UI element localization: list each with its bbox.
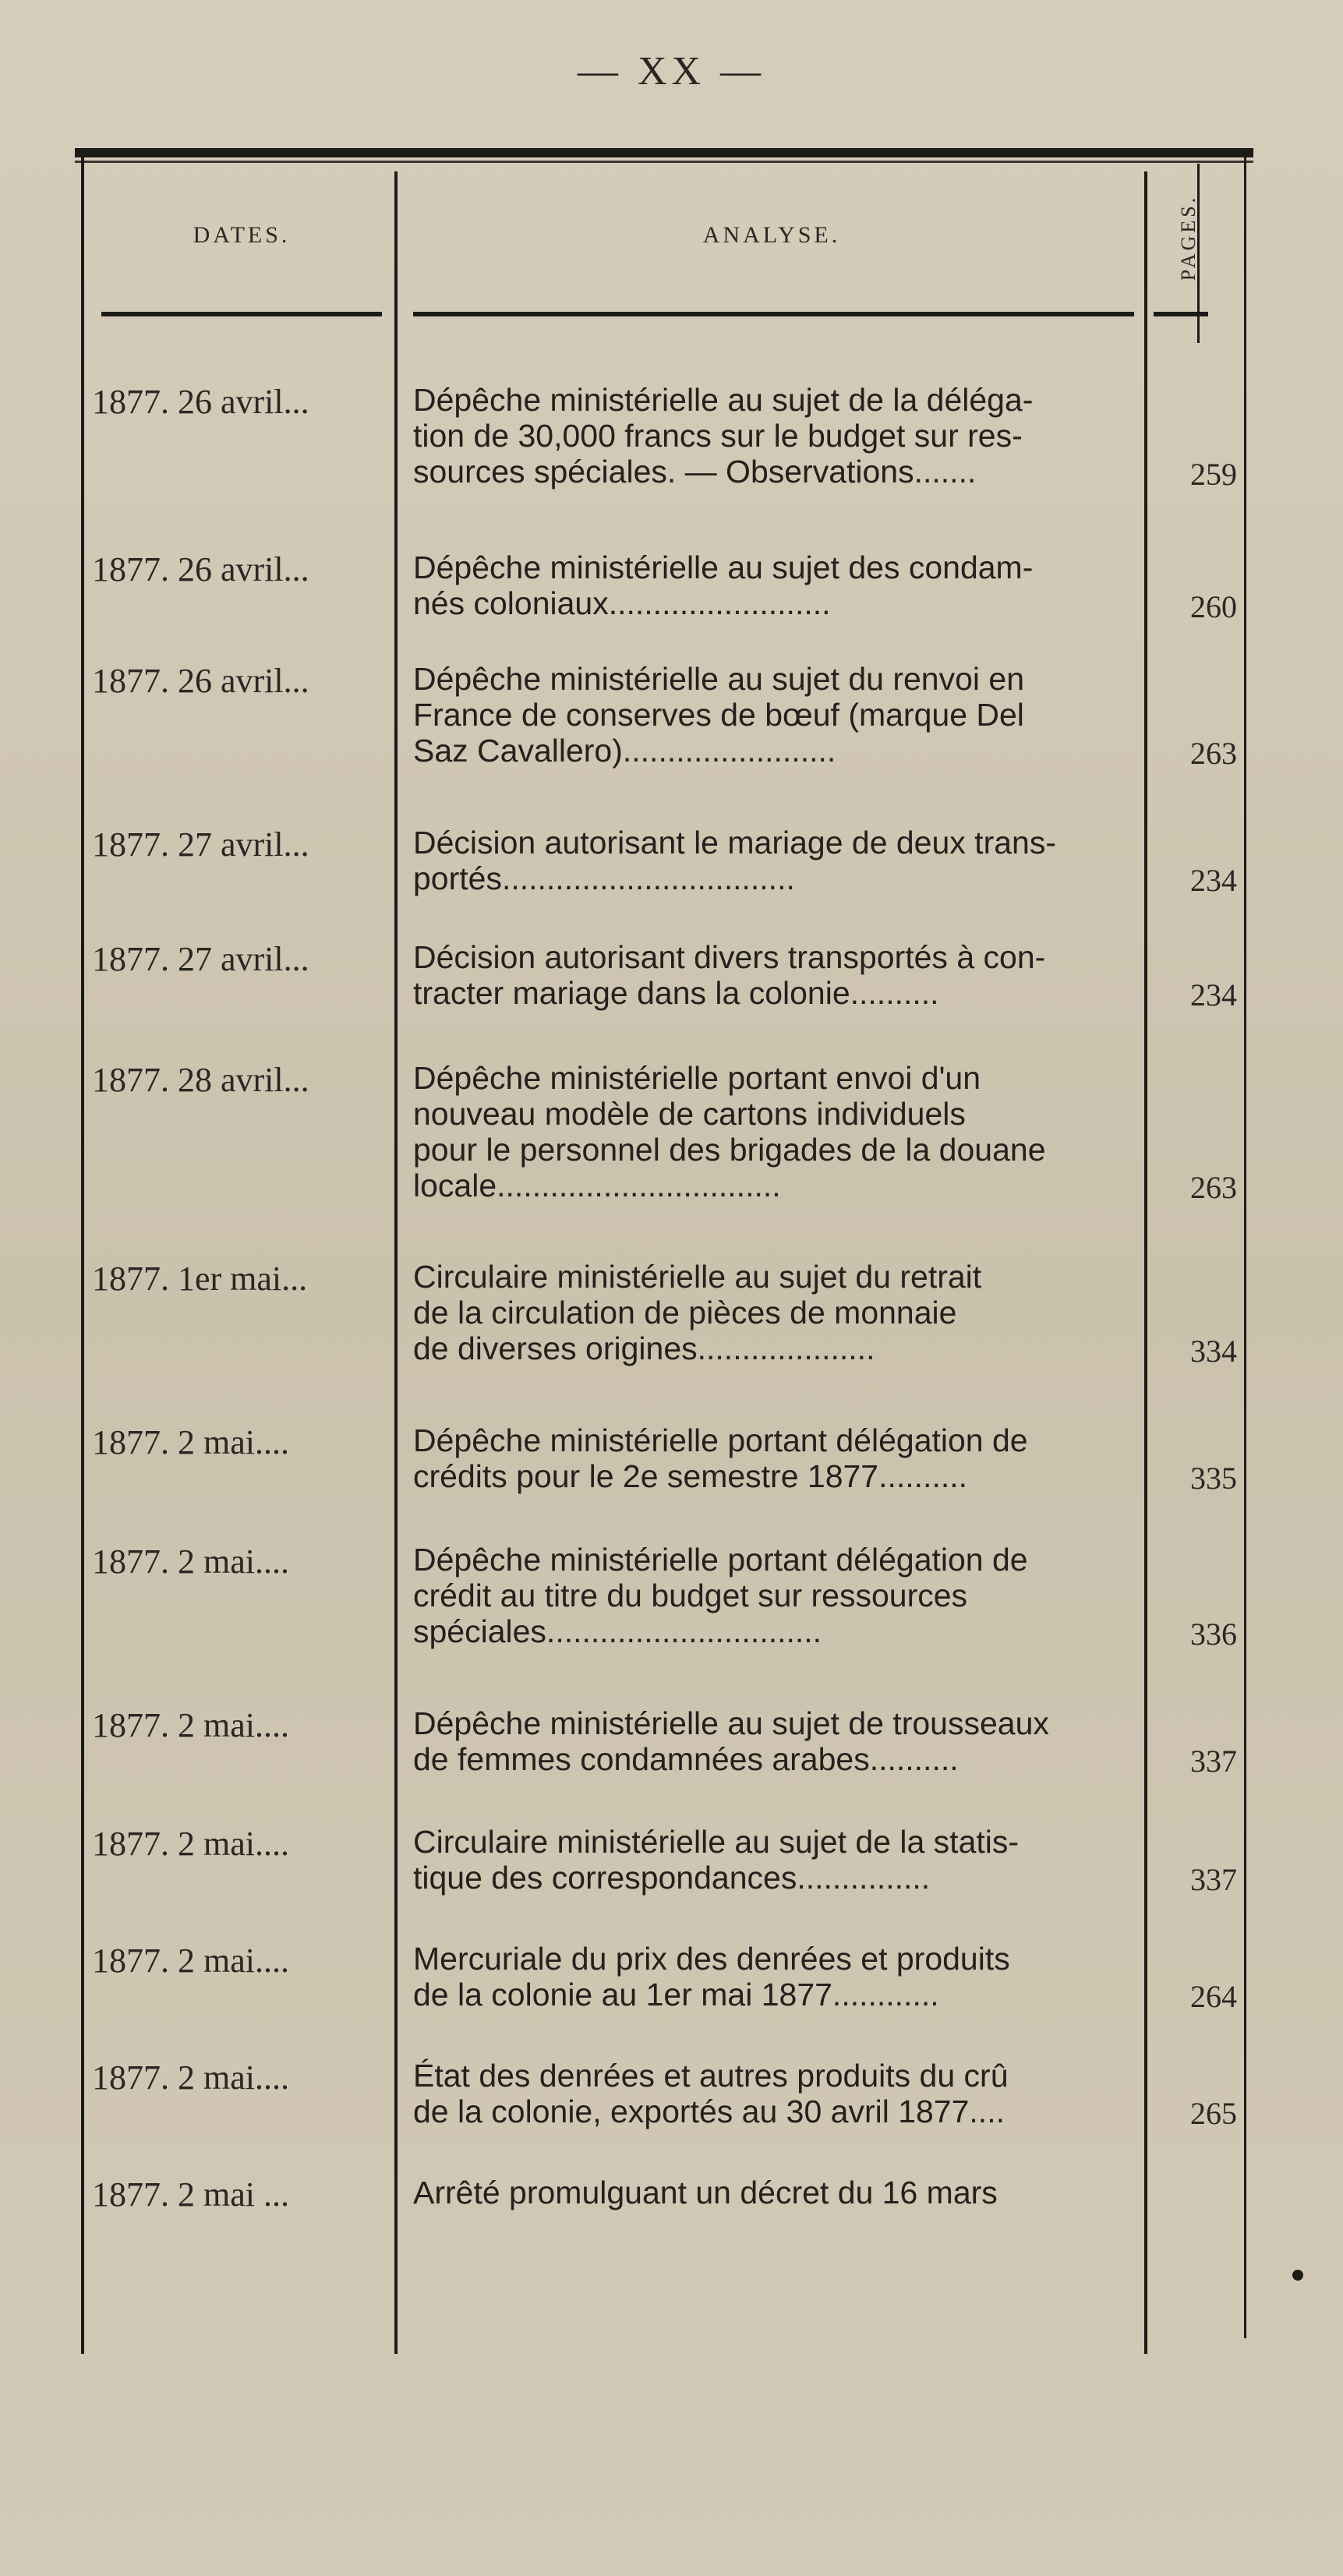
entry-page-number: 259 <box>1190 457 1237 492</box>
analysis-line: Mercuriale du prix des denrées et produits <box>413 1941 1010 1977</box>
analysis-line: de la colonie, exportés au 30 avril 1877.... <box>413 2094 1005 2129</box>
entry-page-number: 334 <box>1190 1334 1237 1369</box>
right-border <box>1244 156 1246 2338</box>
entry-date: 1877. 2 mai.... <box>92 2058 289 2097</box>
entry-date: 1877. 26 avril... <box>92 383 309 421</box>
analysis-line: nés coloniaux......................... <box>413 585 831 621</box>
entry-analysis <box>413 825 1142 896</box>
header-pages-label: PAGES. <box>1177 194 1200 281</box>
analysis-line: crédits pour le 2e semestre 1877.......... <box>413 1458 968 1494</box>
analysis-line: Décision autorisant le mariage de deux trans- <box>413 825 1056 860</box>
entry-date: 1877. 26 avril... <box>92 662 309 700</box>
entry-analysis <box>413 1941 1142 2012</box>
entry-page-number: 234 <box>1190 863 1237 898</box>
entry-page-number: 337 <box>1190 1744 1237 1779</box>
analysis-line: Dépêche ministérielle au sujet du renvoi en <box>413 661 1025 697</box>
entry-date: 1877. 2 mai.... <box>92 1706 289 1744</box>
entry-analysis <box>413 549 1142 621</box>
entry-date: 1877. 27 avril... <box>92 940 309 978</box>
entry-analysis <box>413 1060 1142 1203</box>
entry-date: 1877. 2 mai.... <box>92 1942 289 1980</box>
entry-analysis <box>413 939 1142 1011</box>
analysis-line: tion de 30,000 francs sur le budget sur res- <box>413 418 1023 454</box>
analysis-line: Circulaire ministérielle au sujet de la statis- <box>413 1824 1020 1860</box>
entry-page-number: 263 <box>1190 736 1237 771</box>
entry-analysis <box>413 1542 1142 1649</box>
analysis-line: crédit au titre du budget sur ressources <box>413 1578 968 1613</box>
entry-analysis <box>413 1824 1142 1896</box>
header-analyse: ANALYSE. <box>702 222 841 248</box>
analysis-line: Dépêche ministérielle au sujet de trousseaux <box>413 1705 1049 1741</box>
entry-date: 1877. 1er mai... <box>92 1260 308 1298</box>
entry-date: 1877. 2 mai.... <box>92 1542 289 1581</box>
analysis-line: tracter mariage dans la colonie.......... <box>413 975 939 1011</box>
entry-page-number: 260 <box>1190 589 1237 624</box>
analysis-line: Circulaire ministérielle au sujet du retrait <box>413 1259 982 1295</box>
entry-date: 1877. 28 avril... <box>92 1061 309 1099</box>
top-rule-secondary <box>75 161 1253 163</box>
analysis-line: nouveau modèle de cartons individuels <box>413 1096 966 1132</box>
entry-page-number: 264 <box>1190 1979 1237 2014</box>
analysis-line: Dépêche ministérielle au sujet de la déléga- <box>413 382 1034 418</box>
entry-page-number: 337 <box>1190 1862 1237 1897</box>
entry-analysis <box>413 1422 1142 1494</box>
analysis-line: de femmes condamnées arabes.......... <box>413 1741 959 1777</box>
analysis-line: Dépêche ministérielle portant envoi d'un <box>413 1060 981 1096</box>
entry-analysis <box>413 2175 1142 2210</box>
entry-analysis <box>413 1705 1142 1777</box>
analysis-line: État des denrées et autres produits du crû <box>413 2058 1009 2094</box>
analysis-line: de la circulation de pièces de monnaie <box>413 1295 957 1330</box>
entry-date: 1877. 2 mai ... <box>92 2175 289 2214</box>
header-dates: DATES. <box>193 222 291 248</box>
left-border <box>81 156 84 2354</box>
dates-analyse-divider <box>394 171 398 2354</box>
header-rule-analyse <box>413 312 1134 316</box>
entry-date: 1877. 27 avril... <box>92 825 309 864</box>
top-rule <box>75 148 1253 157</box>
analyse-pages-divider <box>1144 171 1147 2354</box>
analysis-line: Saz Cavallero)........................ <box>413 733 836 769</box>
analysis-line: Dépêche ministérielle au sujet des condam- <box>413 549 1034 585</box>
entry-analysis <box>413 2058 1142 2129</box>
analysis-line: France de conserves de bœuf (marque Del <box>413 697 1024 733</box>
analysis-line: tique des correspondances............... <box>413 1860 931 1896</box>
entry-analysis <box>413 382 1142 489</box>
analysis-line: spéciales............................... <box>413 1613 822 1649</box>
analysis-line: locale................................ <box>413 1168 781 1203</box>
header-rule-pages <box>1154 312 1208 316</box>
header-pages <box>1154 175 1224 300</box>
analysis-line: portés................................. <box>413 860 795 896</box>
entry-analysis <box>413 1259 1142 1366</box>
analysis-line: pour le personnel des brigades de la douane <box>413 1132 1046 1168</box>
page-folio: — XX — <box>577 49 766 94</box>
entry-page-number: 234 <box>1190 977 1237 1012</box>
analysis-line: de la colonie au 1er mai 1877............ <box>413 1977 939 2012</box>
entry-page-number: 263 <box>1190 1170 1237 1205</box>
entry-page-number: 336 <box>1190 1617 1237 1652</box>
analysis-line: Décision autorisant divers transportés à con- <box>413 939 1046 975</box>
analysis-line: sources spéciales. — Observations....... <box>413 454 977 489</box>
entry-date: 1877. 2 mai.... <box>92 1423 289 1461</box>
analysis-line: Arrêté promulguant un décret du 16 mars <box>413 2175 998 2210</box>
header-rule-dates <box>101 312 382 316</box>
entry-date: 1877. 2 mai.... <box>92 1825 289 1863</box>
entry-date: 1877. 26 avril... <box>92 550 309 588</box>
analysis-line: Dépêche ministérielle portant délégation de <box>413 1542 1028 1578</box>
entry-page-number: 335 <box>1190 1461 1237 1496</box>
analysis-line: Dépêche ministérielle portant délégation de <box>413 1422 1028 1458</box>
entry-page-number: 265 <box>1190 2096 1237 2131</box>
entry-analysis <box>413 661 1142 769</box>
analysis-line: de diverses origines.................... <box>413 1330 875 1366</box>
ink-dot <box>1292 2270 1303 2281</box>
